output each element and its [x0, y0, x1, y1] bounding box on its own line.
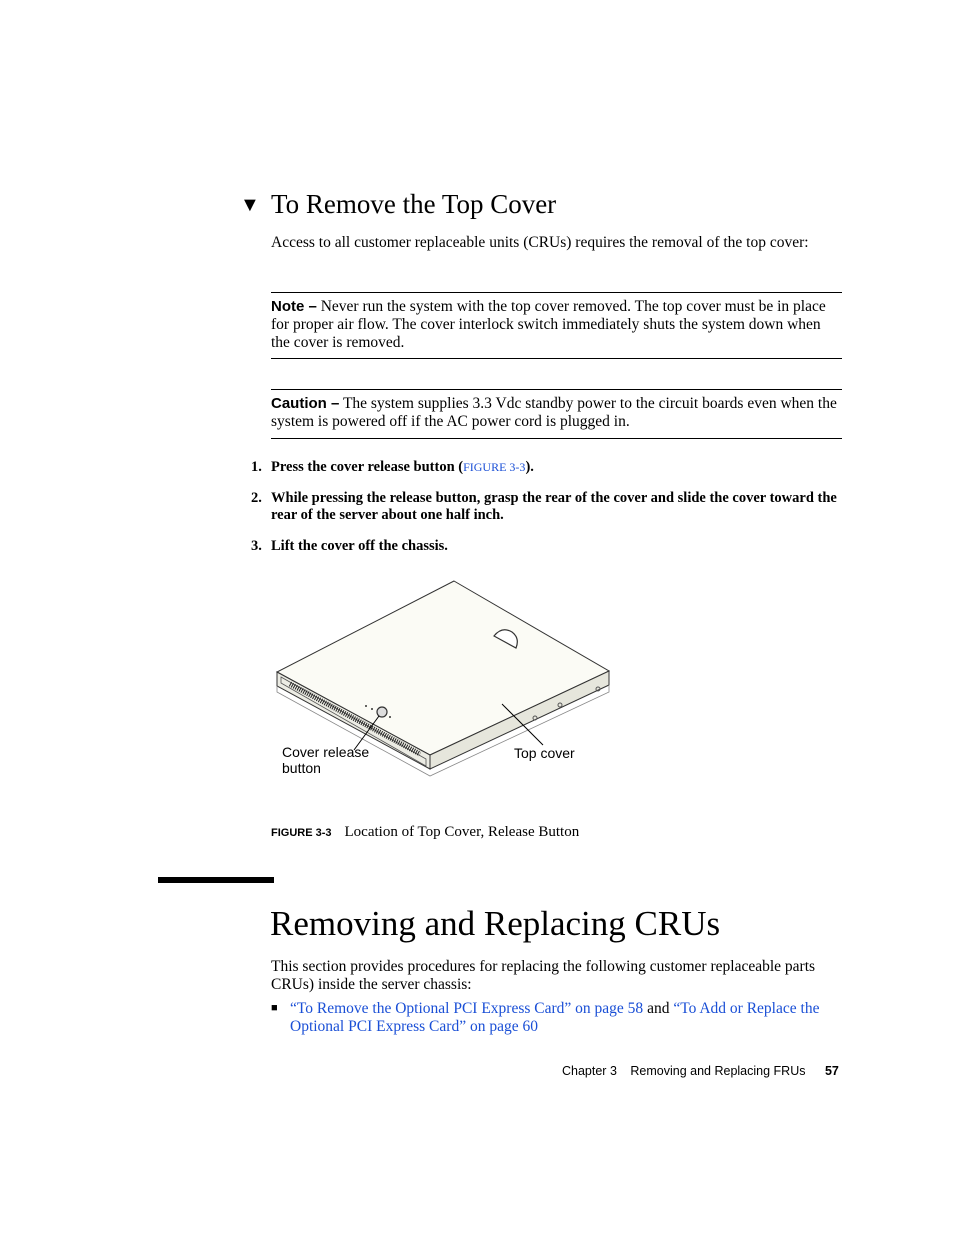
bullet-and-text: and	[647, 1000, 670, 1017]
pci-remove-link[interactable]: “To Remove the Optional PCI Express Card” on page 58	[290, 1000, 644, 1017]
note-block	[271, 298, 842, 352]
callout-cover-label: Top cover	[514, 745, 575, 761]
caution-block	[271, 395, 842, 431]
note-top-rule	[271, 292, 842, 293]
step-1-text: Press the cover release button (FIGURE 3-3).	[271, 459, 534, 475]
section-heading: To Remove the Top Cover	[271, 189, 557, 219]
step-2-number: 2.	[251, 490, 262, 506]
section-divider	[158, 877, 274, 883]
intro-paragraph: Access to all customer replaceable units (CRUs) requires the removal of the top cover:	[271, 234, 809, 251]
cover-release-button[interactable]	[377, 707, 387, 717]
section2-intro: This section provides procedures for replacing the following customer replaceable parts CRUs) inside the server chassis:	[271, 958, 816, 993]
bullet-item	[290, 1000, 846, 1036]
bullet-marker-icon: ■	[271, 1002, 278, 1014]
caution-text: The system supplies 3.3 Vdc standby power to the circuit boards even when the system is powered off if the AC power cord is plugged in.	[271, 395, 837, 430]
caution-label: Caution –	[271, 395, 340, 412]
note-bottom-rule	[271, 358, 842, 359]
figure-3-3-link[interactable]: FIGURE 3-3	[463, 460, 526, 474]
pci-add-replace-link[interactable]: “To Add or Replace the Optional PCI Express Card” on page 60	[290, 1000, 820, 1035]
section-marker-icon: ▼	[240, 194, 260, 216]
caution-top-rule	[271, 389, 842, 390]
footer-chapter-title: Removing and Replacing FRUs	[630, 1064, 806, 1078]
caption-text: Location of Top Cover, Release Button	[344, 824, 580, 840]
footer-chapter: Chapter 3	[562, 1064, 617, 1078]
figure-caption	[271, 823, 579, 841]
step-2-text: While pressing the release button, grasp the rear of the cover and slide the cover toward the rear of the server about one half inch.	[271, 490, 837, 523]
caption-label: FIGURE 3-3	[271, 827, 332, 839]
step-3-number: 3.	[251, 538, 262, 554]
step-3-text: Lift the cover off the chassis.	[271, 538, 448, 554]
chapter-section-title: Removing and Replacing CRUs	[270, 904, 721, 943]
footer-page-number: 57	[824, 1064, 839, 1078]
note-text: Never run the system with the top cover removed. The top cover must be in place for proper air flow. The cover interlock switch immediately shuts the system down when the cover is removed.	[271, 298, 826, 351]
note-label: Note –	[271, 298, 317, 315]
callout-release-label: Cover release button	[282, 744, 370, 776]
page-footer	[562, 1064, 839, 1078]
caution-bottom-rule	[271, 438, 842, 439]
top-cover-panel	[277, 581, 609, 755]
step-1-number: 1.	[251, 459, 262, 475]
